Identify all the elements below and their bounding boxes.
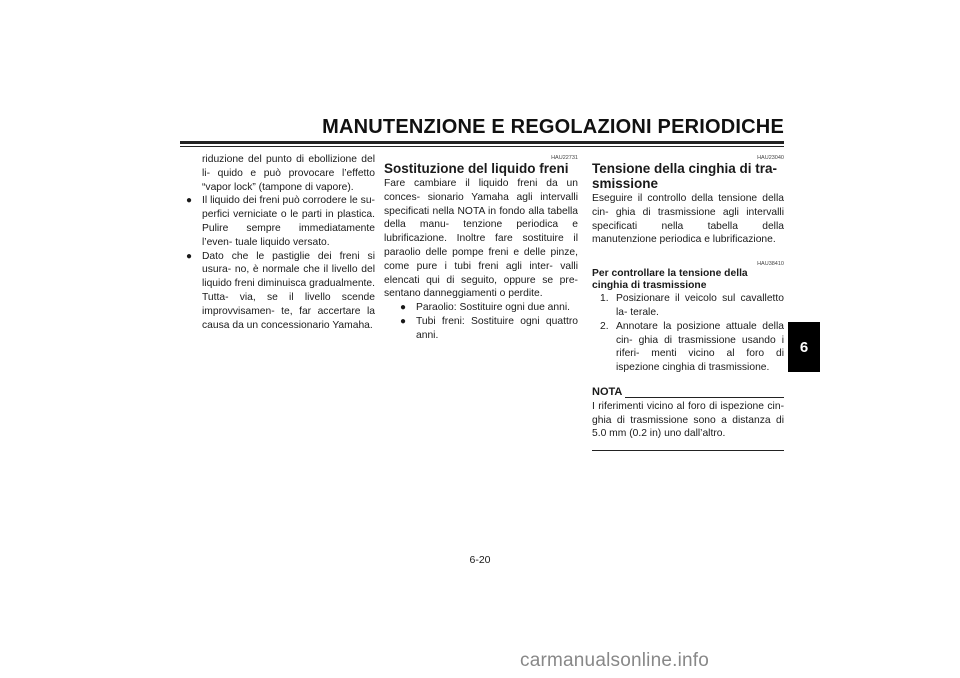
column-middle	[384, 153, 578, 343]
page-number: 6-20	[469, 554, 491, 566]
step-item	[592, 320, 784, 375]
watermark: carmanualsonline.info	[520, 650, 710, 671]
continued-paragraph: riduzione del punto di ebollizione del li- quido e può provocare l’effetto “vapor lock” (tampone di vapore).	[202, 154, 375, 193]
list-item	[186, 194, 375, 249]
column-left	[186, 153, 375, 332]
step-item	[592, 292, 784, 320]
section-body: Fare cambiare il liquido freni da un conces- sionario Yamaha agli intervalli specificati nella NOTA in fondo alla tabella della manu- tenzione periodica e lubrificazione. Inoltre fare sostituire il paraolio delle pompe freni e delle pinze, come pure i tubi freni agli inter- valli elencati qui di seguito, oppure se pre- sentano danneggiamenti o perdite.	[384, 178, 578, 300]
list-item-text: Dato che le pastiglie dei freni si usura- no, è normale che il livello del liquido freni diminuisca gradualmente. Tutta- via, se il livello scende improvvisamen- te, far accertare la causa da un concessionario Yamaha.	[202, 250, 375, 331]
note-label: NOTA	[592, 385, 623, 398]
subsection-title: Per controllare la tensione della cinghia di trasmissione	[592, 268, 748, 292]
list-item	[384, 315, 578, 343]
bullet-icon: ●	[186, 195, 193, 207]
note-text: I riferimenti vicino al foro di ispezione cin- ghia di trasmissione sono a distanza di 5.0 mm (0.2 in) uno dall’altro.	[592, 400, 784, 440]
page-header-title: MANUTENZIONE E REGOLAZIONI PERIODICHE	[322, 116, 784, 138]
section-title: Tensione della cinghia di tra- smissione	[592, 161, 778, 191]
list-item	[186, 250, 375, 333]
bullet-icon: ●	[186, 250, 193, 262]
step-text: Annotare la posizione attuale della cin- ghia di trasmissione usando i riferi- menti vicino al foro di ispezione cinghia di trasmissione.	[616, 320, 784, 374]
note-header	[592, 386, 784, 400]
step-text: Posizionare il veicolo sul cavalletto la- terale.	[616, 293, 784, 318]
bullet-icon: ●	[400, 302, 407, 314]
bullet-icon: ●	[400, 315, 407, 327]
list-item-text: Tubi freni: Sostituire ogni quattro anni.	[416, 315, 578, 341]
note-end-rule	[592, 450, 784, 451]
column-right	[592, 153, 784, 451]
step-number: 2.	[600, 320, 609, 332]
list-item-text: Il liquido dei freni può corrodere le su- perfici verniciate o le parti in plastica. Pulire sempre immediatamente l’even- tuale liquido versato.	[202, 195, 375, 248]
step-number: 1.	[600, 293, 609, 305]
section-code: HAU23040	[757, 155, 784, 161]
section-title: Sostituzione del liquido freni	[384, 161, 569, 176]
chapter-tab[interactable]: 6	[788, 322, 820, 372]
list-item	[384, 301, 578, 315]
section-body: Eseguire il controllo della tensione della cin- ghia di trasmissione agli intervalli specificati nella tabella della manutenzione periodica e lubrificazione.	[592, 193, 784, 246]
header-rule-thin	[180, 146, 784, 147]
header-rule-thick	[180, 141, 784, 144]
note-rule	[625, 397, 784, 398]
section-code: HAU22731	[551, 155, 578, 161]
subsection-code: HAU38410	[757, 261, 784, 268]
list-item-text: Paraolio: Sostituire ogni due anni.	[416, 302, 570, 314]
